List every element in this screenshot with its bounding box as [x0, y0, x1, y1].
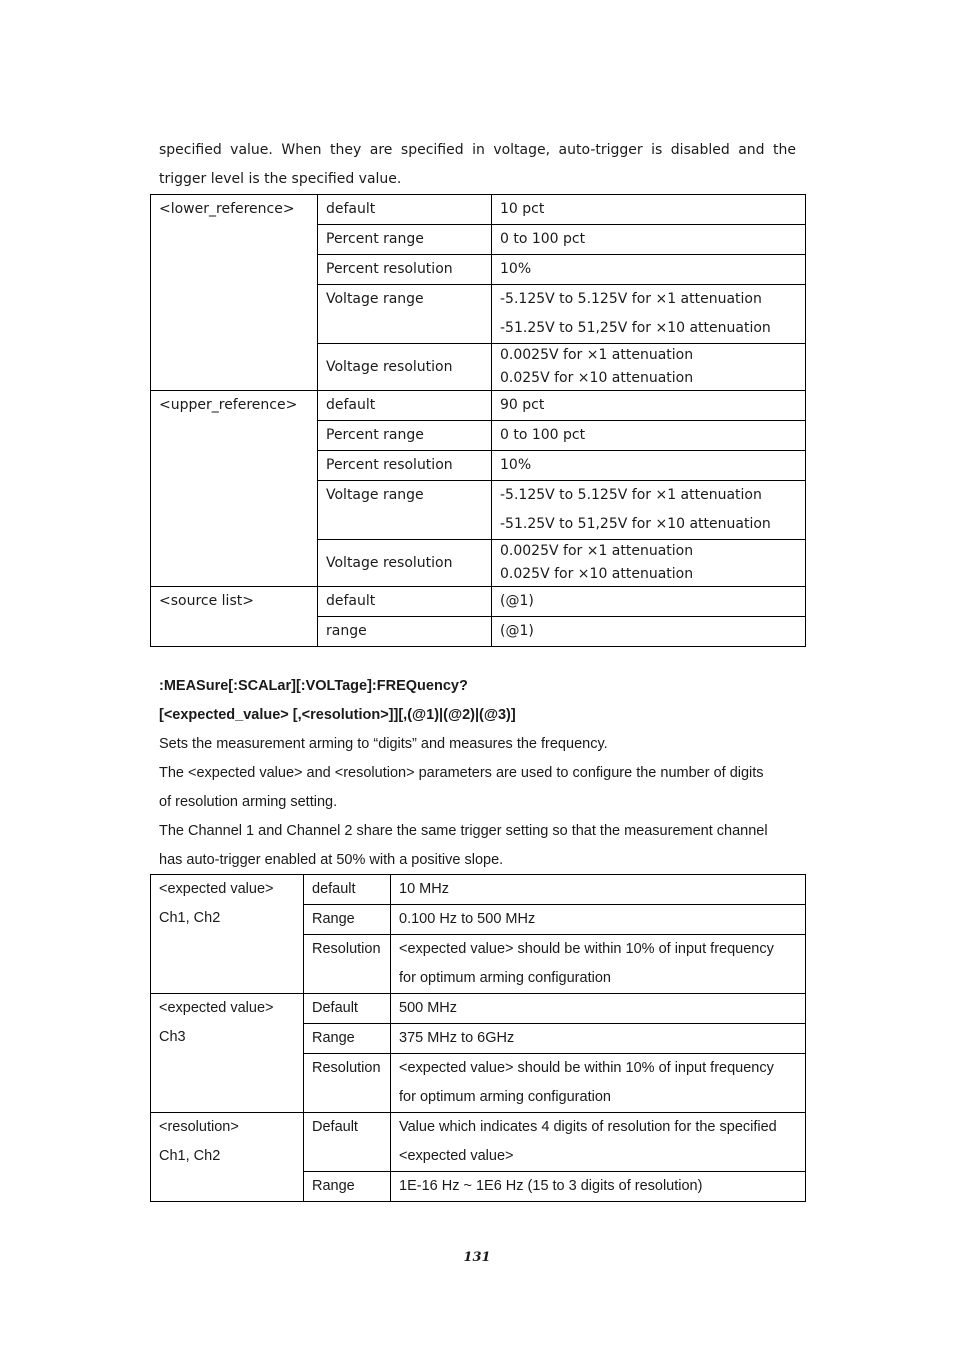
value-cell: 10 MHz	[391, 875, 806, 905]
value-cell: (@1)	[492, 587, 806, 617]
label-cell: default	[318, 587, 492, 617]
param-cell: <upper_reference>	[151, 391, 318, 587]
label-cell: range	[318, 617, 492, 647]
frequency-parameter-table	[150, 874, 806, 1202]
param-cell	[151, 875, 304, 994]
command-heading-line-2: [<expected_value> [,<resolution>]][,(@1)|(@2)|(@3)]	[159, 707, 516, 723]
param-line: Ch1, Ch2	[159, 910, 221, 926]
description-paragraph-2-line-1: The <expected value> and <resolution> parameters are used to configure the number of digits	[159, 765, 764, 781]
table-row	[151, 195, 806, 225]
value-line: <expected value>	[399, 1148, 514, 1164]
label-cell: Voltage range	[318, 285, 492, 344]
value-cell: 0.100 Hz to 500 MHz	[391, 905, 806, 935]
value-line: -5.125V to 5.125V for ×1 attenuation	[500, 487, 762, 503]
label-cell: Default	[304, 994, 391, 1024]
value-cell	[391, 935, 806, 994]
value-cell: 90 pct	[492, 391, 806, 421]
value-line: 0.0025V for ×1 attenuation	[500, 347, 694, 363]
page-number: 131	[463, 1250, 491, 1265]
value-cell	[391, 1054, 806, 1113]
label-cell: Range	[304, 1024, 391, 1054]
label-cell: default	[318, 391, 492, 421]
value-cell: 1E-16 Hz ~ 1E6 Hz (15 to 3 digits of resolution)	[391, 1172, 806, 1202]
value-cell	[492, 540, 806, 587]
value-cell: 500 MHz	[391, 994, 806, 1024]
label-cell: Resolution	[304, 935, 391, 994]
value-cell: 10%	[492, 255, 806, 285]
label-cell: Default	[304, 1113, 391, 1172]
value-line: 0.025V for ×10 attenuation	[500, 566, 694, 582]
table-row	[151, 587, 806, 617]
param-cell: <source list>	[151, 587, 318, 647]
value-cell: 10%	[492, 451, 806, 481]
table-row	[151, 391, 806, 421]
description-paragraph-2-line-2: of resolution arming setting.	[159, 794, 338, 810]
label-cell: Voltage resolution	[318, 540, 492, 587]
param-line: Ch3	[159, 1029, 186, 1045]
value-line: -51.25V to 51,25V for ×10 attenuation	[500, 516, 771, 532]
label-cell: Voltage resolution	[318, 344, 492, 391]
label-cell: default	[304, 875, 391, 905]
value-line: for optimum arming configuration	[399, 1089, 611, 1105]
value-cell	[492, 344, 806, 391]
label-cell: Percent resolution	[318, 255, 492, 285]
label-cell: Range	[304, 905, 391, 935]
table-row	[151, 875, 806, 905]
param-line: Ch1, Ch2	[159, 1148, 221, 1164]
table-row	[151, 994, 806, 1024]
value-cell	[391, 1113, 806, 1172]
value-cell: 375 MHz to 6GHz	[391, 1024, 806, 1054]
value-line: for optimum arming configuration	[399, 970, 611, 986]
value-line: 0.025V for ×10 attenuation	[500, 370, 694, 386]
label-cell: Resolution	[304, 1054, 391, 1113]
label-cell: Percent range	[318, 421, 492, 451]
value-cell: 10 pct	[492, 195, 806, 225]
label-cell: Range	[304, 1172, 391, 1202]
value-cell	[492, 285, 806, 344]
param-line: <resolution>	[159, 1119, 239, 1135]
param-line: <expected value>	[159, 1000, 274, 1016]
value-cell: 0 to 100 pct	[492, 225, 806, 255]
description-paragraph-1: Sets the measurement arming to “digits” and measures the frequency.	[159, 736, 608, 752]
table-row	[151, 1113, 806, 1172]
value-line: -51.25V to 51,25V for ×10 attenuation	[500, 320, 771, 336]
param-cell	[151, 994, 304, 1113]
value-line: Value which indicates 4 digits of resolution for the specified	[399, 1119, 777, 1135]
value-line: <expected value> should be within 10% of input frequency	[399, 1060, 774, 1076]
description-paragraph-3-line-1: The Channel 1 and Channel 2 share the same trigger setting so that the measurement channel	[159, 823, 768, 839]
label-cell: Voltage range	[318, 481, 492, 540]
description-paragraph-3-line-2: has auto-trigger enabled at 50% with a positive slope.	[159, 852, 504, 868]
value-line: -5.125V to 5.125V for ×1 attenuation	[500, 291, 762, 307]
label-cell: Percent range	[318, 225, 492, 255]
value-cell: (@1)	[492, 617, 806, 647]
label-cell: Percent resolution	[318, 451, 492, 481]
value-line: <expected value> should be within 10% of input frequency	[399, 941, 774, 957]
value-line: 0.0025V for ×1 attenuation	[500, 543, 694, 559]
intro-line-2: trigger level is the specified value.	[159, 171, 402, 187]
intro-line-1: specified value. When they are specified in voltage, auto-trigger is disabled and the	[159, 142, 796, 158]
value-cell: 0 to 100 pct	[492, 421, 806, 451]
label-cell: default	[318, 195, 492, 225]
param-line: <expected value>	[159, 881, 274, 897]
reference-parameter-table	[150, 194, 806, 647]
param-cell: <lower_reference>	[151, 195, 318, 391]
value-cell	[492, 481, 806, 540]
param-cell	[151, 1113, 304, 1202]
command-heading-line-1: :MEASure[:SCALar][:VOLTage]:FREQuency?	[159, 678, 468, 694]
